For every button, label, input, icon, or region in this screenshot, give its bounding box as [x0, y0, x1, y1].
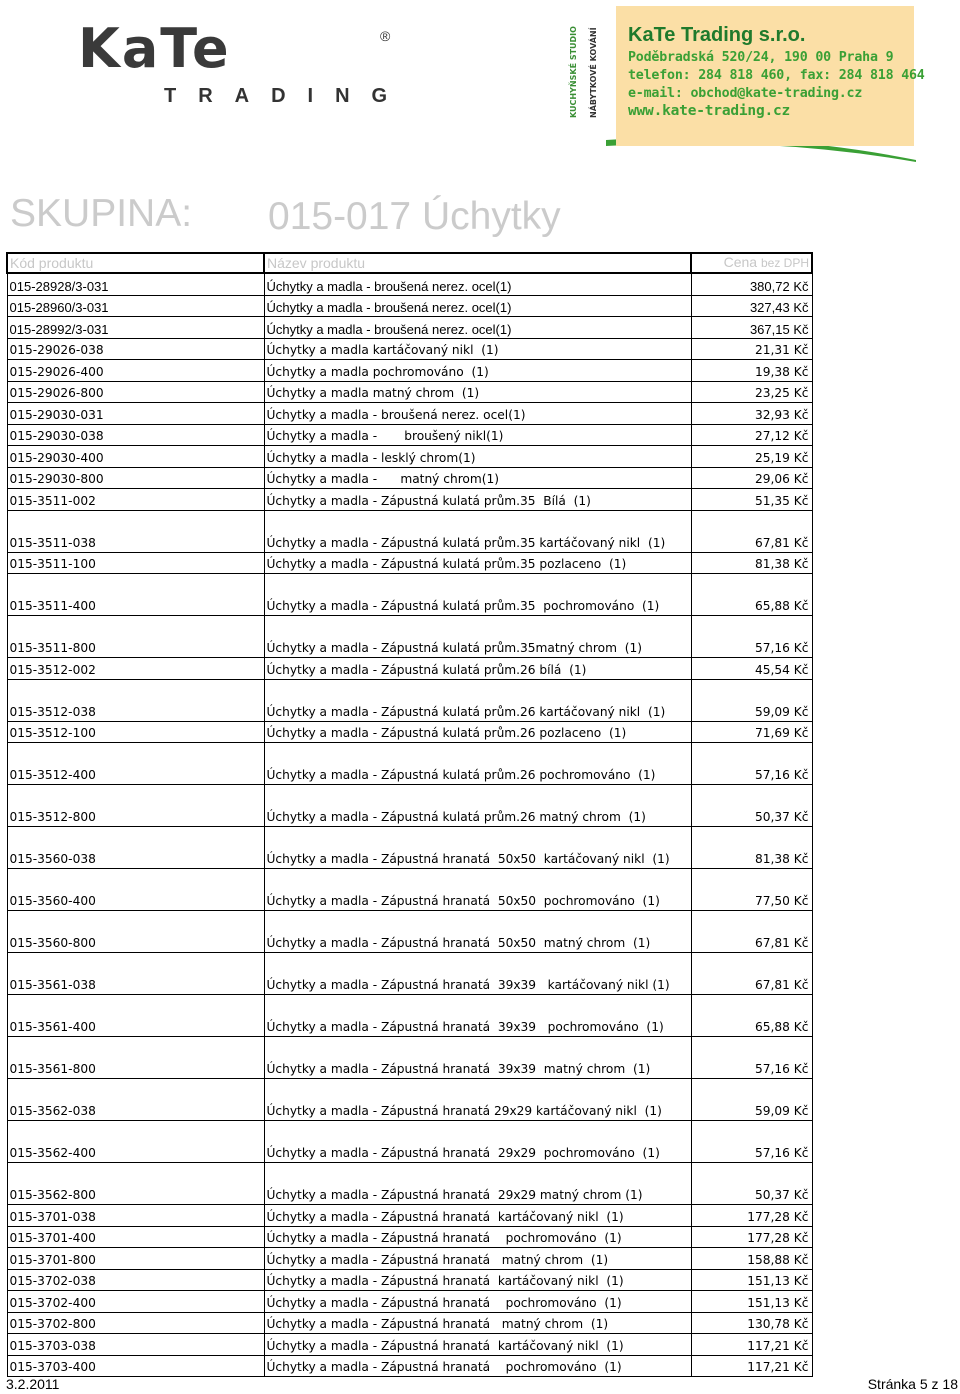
table-row	[7, 1163, 812, 1205]
cell-product-code: 015-3560-800	[7, 911, 264, 953]
table-row	[7, 381, 812, 403]
cell-product-name: Úchytky a madla pochromováno (1)	[264, 360, 691, 382]
group-name: 015-017 Úchytky	[268, 195, 561, 238]
cell-product-code: 015-29030-400	[7, 446, 264, 468]
price-header-label: Cena	[723, 254, 758, 270]
table-row	[7, 679, 812, 721]
cell-product-name: Úchytky a madla - Zápustná hranatá matný chrom (1)	[264, 1248, 691, 1270]
cell-price: 71,69 Kč	[691, 721, 812, 743]
contact-box	[616, 6, 925, 146]
cell-product-code: 015-29026-400	[7, 360, 264, 382]
cell-price: 57,16 Kč	[691, 743, 812, 785]
cell-product-code: 015-29030-038	[7, 424, 264, 446]
cell-price: 19,38 Kč	[691, 360, 812, 382]
cell-product-name: Úchytky a madla - Zápustná kulatá prům.35 Bílá (1)	[264, 489, 691, 511]
cell-price: 177,28 Kč	[691, 1226, 812, 1248]
table-row	[7, 1205, 812, 1227]
cell-product-name: Úchytky a madla - Zápustná kulatá prům.35 pozlaceno (1)	[264, 552, 691, 574]
cell-product-name: Úchytky a madla - Zápustná hranatá 50x50 pochromováno (1)	[264, 869, 691, 911]
cell-product-code: 015-28928/3-031	[7, 273, 264, 295]
cell-product-name: Úchytky a madla kartáčovaný nikl (1)	[264, 338, 691, 360]
cell-product-name: Úchytky a madla - Zápustná hranatá kartáčovaný nikl (1)	[264, 1205, 691, 1227]
cell-product-name: Úchytky a madla - Zápustná hranatá 39x39 matný chrom (1)	[264, 1037, 691, 1079]
table-row	[7, 827, 812, 869]
footer-date: 3.2.2011	[6, 1376, 60, 1392]
cell-product-code: 015-3511-100	[7, 552, 264, 574]
cell-product-name: Úchytky a madla - Zápustná hranatá pochromováno (1)	[264, 1226, 691, 1248]
table-row	[7, 552, 812, 574]
cell-product-code: 015-3562-800	[7, 1163, 264, 1205]
cell-price: 67,81 Kč	[691, 510, 812, 552]
cell-product-name: Úchytky a madla - Zápustná kulatá prům.35 kartáčovaný nikl (1)	[264, 510, 691, 552]
cell-price: 151,13 Kč	[691, 1269, 812, 1291]
cell-product-code: 015-29026-800	[7, 381, 264, 403]
cell-product-name: Úchytky a madla - broušená nerez. ocel(1)	[264, 317, 691, 339]
cell-product-name: Úchytky a madla - Zápustná kulatá prům.26 pochromováno (1)	[264, 743, 691, 785]
cell-product-code: 015-3512-400	[7, 743, 264, 785]
cell-price: 117,21 Kč	[691, 1355, 812, 1377]
cell-price: 59,09 Kč	[691, 1079, 812, 1121]
company-website[interactable]: www.kate-trading.cz	[628, 103, 791, 119]
cell-price: 51,35 Kč	[691, 489, 812, 511]
cell-price: 23,25 Kč	[691, 381, 812, 403]
table-row	[7, 1334, 812, 1356]
cell-product-code: 015-3701-400	[7, 1226, 264, 1248]
cell-price: 65,88 Kč	[691, 574, 812, 616]
cell-product-code: 015-3703-038	[7, 1334, 264, 1356]
cell-price: 57,16 Kč	[691, 1037, 812, 1079]
table-row	[7, 785, 812, 827]
side-text-line: NÁBYTKOVÉ KOVÁNÍ	[589, 27, 598, 118]
cell-product-name: Úchytky a madla - Zápustná hranatá kartáčovaný nikl (1)	[264, 1269, 691, 1291]
cell-product-code: 015-3702-800	[7, 1312, 264, 1334]
table-row	[7, 869, 812, 911]
table-row	[7, 446, 812, 468]
cell-product-name: Úchytky a madla - matný chrom(1)	[264, 467, 691, 489]
company-name: KaTe Trading s.r.o.	[628, 24, 806, 46]
cell-price: 380,72 Kč	[691, 273, 812, 295]
cell-price: 158,88 Kč	[691, 1248, 812, 1270]
cell-price: 65,88 Kč	[691, 995, 812, 1037]
cell-price: 27,12 Kč	[691, 424, 812, 446]
cell-product-code: 015-3562-038	[7, 1079, 264, 1121]
cell-product-code: 015-3511-400	[7, 574, 264, 616]
column-header-price	[691, 253, 812, 273]
cell-price: 117,21 Kč	[691, 1334, 812, 1356]
price-table-wrapper	[6, 252, 811, 1377]
cell-product-name: Úchytky a madla - Zápustná hranatá 29x29 pochromováno (1)	[264, 1121, 691, 1163]
table-row	[7, 574, 812, 616]
cell-price: 367,15 Kč	[691, 317, 812, 339]
table-row	[7, 510, 812, 552]
cell-product-name: Úchytky a madla - Zápustná kulatá prům.26 pozlaceno (1)	[264, 721, 691, 743]
cell-product-name: Úchytky a madla - Zápustná kulatá prům.26 kartáčovaný nikl (1)	[264, 679, 691, 721]
table-row	[7, 953, 812, 995]
cell-price: 50,37 Kč	[691, 785, 812, 827]
company-logo	[78, 17, 410, 107]
company-address: Poděbradská 520/24, 190 00 Praha 9	[628, 50, 894, 65]
table-row	[7, 1355, 812, 1377]
logo-subtitle: TRADING	[164, 85, 410, 107]
table-row	[7, 1226, 812, 1248]
group-label: SKUPINA:	[10, 192, 193, 235]
cell-product-code: 015-3701-800	[7, 1248, 264, 1270]
column-header-name: Název produktu	[264, 253, 691, 273]
price-header-unit: bez DPH	[760, 256, 809, 270]
cell-product-name: Úchytky a madla - Zápustná hranatá kartáčovaný nikl (1)	[264, 1334, 691, 1356]
cell-product-name: Úchytky a madla - Zápustná hranatá pochromováno (1)	[264, 1355, 691, 1377]
table-row	[7, 1248, 812, 1270]
cell-product-code: 015-3560-400	[7, 869, 264, 911]
cell-product-code: 015-28992/3-031	[7, 317, 264, 339]
table-row	[7, 995, 812, 1037]
cell-price: 130,78 Kč	[691, 1312, 812, 1334]
cell-product-code: 015-3702-400	[7, 1291, 264, 1313]
cell-product-name: Úchytky a madla - broušená nerez. ocel(1)	[264, 295, 691, 317]
table-row	[7, 295, 812, 317]
cell-product-name: Úchytky a madla - broušená nerez. ocel(1)	[264, 273, 691, 295]
cell-product-code: 015-3511-038	[7, 510, 264, 552]
cell-product-name: Úchytky a madla - Zápustná kulatá prům.35matný chrom (1)	[264, 616, 691, 658]
company-email[interactable]: e-mail: obchod@kate-trading.cz	[628, 86, 863, 101]
table-row	[7, 1269, 812, 1291]
cell-product-code: 015-3561-038	[7, 953, 264, 995]
cell-product-name: Úchytky a madla - Zápustná hranatá 39x39 kartáčovaný nikl (1)	[264, 953, 691, 995]
cell-price: 77,50 Kč	[691, 869, 812, 911]
cell-price: 57,16 Kč	[691, 1121, 812, 1163]
column-header-code: Kód produktu	[7, 253, 264, 273]
cell-price: 81,38 Kč	[691, 552, 812, 574]
cell-price: 67,81 Kč	[691, 911, 812, 953]
table-row	[7, 489, 812, 511]
cell-product-name: Úchytky a madla - Zápustná hranatá 29x29 matný chrom (1)	[264, 1163, 691, 1205]
cell-product-name: Úchytky a madla - Zápustná hranatá 39x39 pochromováno (1)	[264, 995, 691, 1037]
cell-price: 57,16 Kč	[691, 616, 812, 658]
cell-price: 327,43 Kč	[691, 295, 812, 317]
cell-product-code: 015-3511-800	[7, 616, 264, 658]
table-row	[7, 424, 812, 446]
cell-price: 45,54 Kč	[691, 658, 812, 680]
price-table	[6, 252, 813, 1377]
cell-product-name: Úchytky a madla - Zápustná hranatá 50x50 matný chrom (1)	[264, 911, 691, 953]
cell-product-name: Úchytky a madla - Zápustná hranatá pochromováno (1)	[264, 1291, 691, 1313]
cell-product-code: 015-29030-031	[7, 403, 264, 425]
cell-product-name: Úchytky a madla - Zápustná kulatá prům.35 pochromováno (1)	[264, 574, 691, 616]
cell-product-name: Úchytky a madla matný chrom (1)	[264, 381, 691, 403]
cell-product-code: 015-3561-800	[7, 1037, 264, 1079]
footer-page-number: Stránka 5 z 18	[867, 1376, 958, 1392]
cell-product-name: Úchytky a madla - Zápustná hranatá matný chrom (1)	[264, 1312, 691, 1334]
cell-product-code: 015-29030-800	[7, 467, 264, 489]
cell-product-code: 015-3512-800	[7, 785, 264, 827]
cell-product-code: 015-3703-400	[7, 1355, 264, 1377]
table-row	[7, 721, 812, 743]
table-row	[7, 658, 812, 680]
table-row	[7, 273, 812, 295]
table-row	[7, 1037, 812, 1079]
registered-mark: ®	[380, 28, 391, 44]
table-row	[7, 1121, 812, 1163]
cell-product-code: 015-3512-100	[7, 721, 264, 743]
table-row	[7, 403, 812, 425]
cell-product-code: 015-3702-038	[7, 1269, 264, 1291]
table-body	[7, 273, 812, 1377]
cell-price: 32,93 Kč	[691, 403, 812, 425]
cell-price: 29,06 Kč	[691, 467, 812, 489]
cell-price: 59,09 Kč	[691, 679, 812, 721]
cell-price: 21,31 Kč	[691, 338, 812, 360]
table-row	[7, 317, 812, 339]
logo-mark: KaTe	[78, 17, 231, 80]
cell-product-code: 015-3701-038	[7, 1205, 264, 1227]
table-row	[7, 616, 812, 658]
cell-product-code: 015-3511-002	[7, 489, 264, 511]
cell-product-code: 015-3560-038	[7, 827, 264, 869]
table-row	[7, 1079, 812, 1121]
cell-price: 151,13 Kč	[691, 1291, 812, 1313]
side-text	[562, 26, 610, 118]
cell-price: 177,28 Kč	[691, 1205, 812, 1227]
cell-price: 25,19 Kč	[691, 446, 812, 468]
cell-product-code: 015-3512-002	[7, 658, 264, 680]
cell-product-code: 015-3512-038	[7, 679, 264, 721]
cell-price: 50,37 Kč	[691, 1163, 812, 1205]
table-row	[7, 338, 812, 360]
side-text-line: KUCHYŇSKÉ STUDIO	[569, 26, 578, 118]
cell-product-code: 015-28960/3-031	[7, 295, 264, 317]
cell-product-code: 015-3562-400	[7, 1121, 264, 1163]
cell-product-name: Úchytky a madla - broušený nikl(1)	[264, 424, 691, 446]
table-header-row	[7, 253, 812, 273]
table-row	[7, 911, 812, 953]
cell-product-code: 015-29026-038	[7, 338, 264, 360]
cell-price: 67,81 Kč	[691, 953, 812, 995]
table-row	[7, 467, 812, 489]
cell-product-name: Úchytky a madla - broušená nerez. ocel(1)	[264, 403, 691, 425]
cell-product-code: 015-3561-400	[7, 995, 264, 1037]
cell-price: 81,38 Kč	[691, 827, 812, 869]
cell-product-name: Úchytky a madla - Zápustná hranatá 29x29 kartáčovaný nikl (1)	[264, 1079, 691, 1121]
table-row	[7, 1312, 812, 1334]
cell-product-name: Úchytky a madla - lesklý chrom(1)	[264, 446, 691, 468]
company-phone: telefon: 284 818 460, fax: 284 818 464	[628, 68, 925, 83]
cell-product-name: Úchytky a madla - Zápustná kulatá prům.26 matný chrom (1)	[264, 785, 691, 827]
table-row	[7, 360, 812, 382]
table-row	[7, 743, 812, 785]
cell-product-name: Úchytky a madla - Zápustná hranatá 50x50 kartáčovaný nikl (1)	[264, 827, 691, 869]
cell-product-name: Úchytky a madla - Zápustná kulatá prům.26 bílá (1)	[264, 658, 691, 680]
table-row	[7, 1291, 812, 1313]
